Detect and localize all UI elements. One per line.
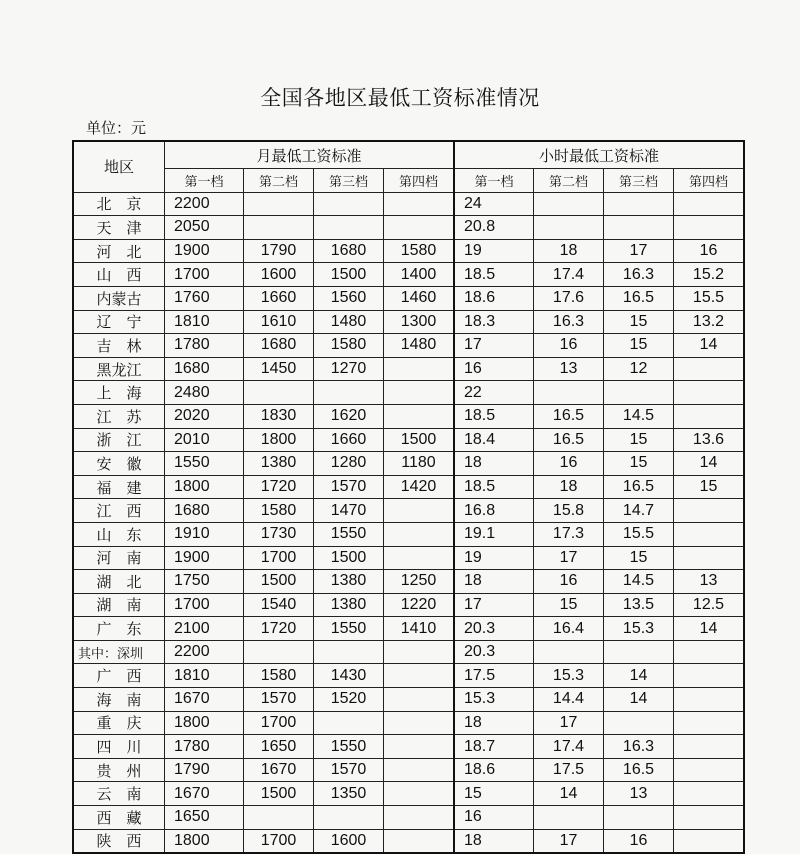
table-row	[73, 192, 744, 216]
monthly-tier-4-cell: 1580	[384, 239, 455, 263]
monthly-tier-4-cell	[384, 758, 455, 782]
hourly-tier-3-cell: 15	[604, 310, 674, 334]
monthly-tier-4-cell	[384, 522, 455, 546]
monthly-tier-3-cell: 1500	[314, 546, 384, 570]
hourly-tier-1-cell: 17.5	[454, 664, 534, 688]
monthly-tier-2-cell: 1540	[244, 593, 314, 617]
region-cell: 云 南	[73, 782, 165, 806]
hourly-tier-3-cell: 14	[604, 664, 674, 688]
unit-label: 单位：元	[86, 119, 147, 137]
monthly-tier-1-cell: 2010	[165, 428, 244, 452]
hourly-tier-2-cell: 17	[534, 546, 604, 570]
region-cell: 浙 江	[73, 428, 165, 452]
hourly-tier-2-cell: 15.3	[534, 664, 604, 688]
hourly-tier-2-cell: 16	[534, 334, 604, 358]
monthly-tier-4-cell	[384, 782, 455, 806]
region-cell: 贵 州	[73, 758, 165, 782]
hourly-tier-3-cell: 17	[604, 239, 674, 263]
hourly-tier-2-cell: 13	[534, 357, 604, 381]
monthly-tier-3-cell: 1580	[314, 334, 384, 358]
hourly-tier-1-cell: 18	[454, 711, 534, 735]
table-row	[73, 758, 744, 782]
monthly-tier-4-cell	[384, 192, 455, 216]
monthly-tier-1-cell: 2200	[165, 192, 244, 216]
region-cell: 其中：深圳	[73, 640, 165, 664]
hourly-tier-1-cell: 19	[454, 546, 534, 570]
hourly-tier-4-cell	[674, 640, 745, 664]
table-row	[73, 782, 744, 806]
table-row	[73, 334, 744, 358]
hourly-tier-4-cell: 16	[674, 239, 745, 263]
region-cell: 河 南	[73, 546, 165, 570]
hourly-tier-1-header: 第一档	[454, 169, 534, 193]
monthly-tier-1-cell: 1670	[165, 782, 244, 806]
monthly-tier-3-cell: 1570	[314, 475, 384, 499]
monthly-tier-2-cell: 1790	[244, 239, 314, 263]
table-row	[73, 428, 744, 452]
hourly-tier-1-cell: 18.6	[454, 286, 534, 310]
hourly-tier-4-cell: 13	[674, 570, 745, 594]
monthly-tier-3-cell: 1350	[314, 782, 384, 806]
monthly-tier-4-cell	[384, 546, 455, 570]
monthly-tier-3-cell: 1270	[314, 357, 384, 381]
hourly-tier-3-cell: 14	[604, 688, 674, 712]
monthly-tier-1-cell: 1800	[165, 475, 244, 499]
table-row	[73, 546, 744, 570]
monthly-tier-4-cell: 1180	[384, 452, 455, 476]
monthly-tier-2-cell: 1700	[244, 829, 314, 853]
hourly-tier-3-cell: 12	[604, 357, 674, 381]
monthly-tier-3-cell: 1430	[314, 664, 384, 688]
hourly-tier-3-cell	[604, 711, 674, 735]
hourly-tier-3-cell: 15	[604, 546, 674, 570]
monthly-tier-2-cell: 1500	[244, 782, 314, 806]
hourly-tier-2-cell: 15.8	[534, 499, 604, 523]
monthly-tier-2-cell: 1730	[244, 522, 314, 546]
monthly-tier-3-cell: 1660	[314, 428, 384, 452]
hourly-tier-3-cell: 14.5	[604, 404, 674, 428]
table-row	[73, 239, 744, 263]
monthly-tier-2-cell	[244, 806, 314, 830]
table-row	[73, 806, 744, 830]
hourly-tier-3-cell: 13.5	[604, 593, 674, 617]
table-row	[73, 475, 744, 499]
monthly-tier-3-header: 第三档	[314, 169, 384, 193]
hourly-tier-3-cell: 14.5	[604, 570, 674, 594]
hourly-tier-2-header: 第二档	[534, 169, 604, 193]
wage-table-body	[73, 192, 744, 853]
monthly-tier-1-cell: 1790	[165, 758, 244, 782]
hourly-tier-4-cell	[674, 782, 745, 806]
monthly-header: 月最低工资标准	[165, 141, 455, 169]
monthly-tier-1-cell: 1780	[165, 735, 244, 759]
hourly-tier-1-cell: 16.8	[454, 499, 534, 523]
monthly-tier-3-cell: 1520	[314, 688, 384, 712]
monthly-tier-2-cell: 1610	[244, 310, 314, 334]
table-row	[73, 452, 744, 476]
monthly-tier-4-cell	[384, 829, 455, 853]
monthly-tier-3-cell: 1550	[314, 617, 384, 641]
table-row	[73, 593, 744, 617]
hourly-tier-1-cell: 18.6	[454, 758, 534, 782]
hourly-tier-2-cell: 17.4	[534, 263, 604, 287]
monthly-tier-1-cell: 1760	[165, 286, 244, 310]
hourly-tier-3-cell: 16.5	[604, 758, 674, 782]
hourly-tier-1-cell: 18	[454, 570, 534, 594]
monthly-tier-4-cell: 1220	[384, 593, 455, 617]
hourly-tier-4-cell: 15	[674, 475, 745, 499]
hourly-tier-4-cell: 12.5	[674, 593, 745, 617]
monthly-tier-2-cell: 1580	[244, 499, 314, 523]
monthly-tier-4-cell: 1500	[384, 428, 455, 452]
wage-table	[72, 140, 745, 854]
monthly-tier-3-cell: 1600	[314, 829, 384, 853]
monthly-tier-4-cell	[384, 381, 455, 405]
monthly-tier-3-cell: 1380	[314, 570, 384, 594]
table-row	[73, 216, 744, 240]
monthly-tier-3-cell	[314, 640, 384, 664]
monthly-tier-2-cell: 1670	[244, 758, 314, 782]
monthly-tier-4-cell: 1410	[384, 617, 455, 641]
region-cell: 湖 南	[73, 593, 165, 617]
monthly-tier-4-cell	[384, 640, 455, 664]
monthly-tier-4-cell: 1460	[384, 286, 455, 310]
hourly-tier-4-cell	[674, 829, 745, 853]
table-row	[73, 522, 744, 546]
region-cell: 西 藏	[73, 806, 165, 830]
hourly-tier-3-cell: 15	[604, 428, 674, 452]
monthly-tier-4-cell: 1300	[384, 310, 455, 334]
hourly-tier-1-cell: 18.4	[454, 428, 534, 452]
hourly-tier-2-cell: 16.3	[534, 310, 604, 334]
monthly-tier-1-cell: 1780	[165, 334, 244, 358]
region-cell: 黑龙江	[73, 357, 165, 381]
monthly-tier-4-cell	[384, 404, 455, 428]
monthly-tier-1-cell: 1900	[165, 239, 244, 263]
hourly-tier-1-cell: 17	[454, 334, 534, 358]
hourly-tier-3-cell: 16.3	[604, 263, 674, 287]
hourly-tier-2-cell: 17.5	[534, 758, 604, 782]
monthly-tier-1-cell: 1670	[165, 688, 244, 712]
monthly-tier-1-cell: 2100	[165, 617, 244, 641]
region-cell: 重 庆	[73, 711, 165, 735]
monthly-tier-2-cell: 1680	[244, 334, 314, 358]
region-cell: 山 东	[73, 522, 165, 546]
region-cell: 北 京	[73, 192, 165, 216]
hourly-tier-2-cell: 16.4	[534, 617, 604, 641]
monthly-tier-3-cell: 1280	[314, 452, 384, 476]
region-cell: 河 北	[73, 239, 165, 263]
hourly-tier-3-cell: 16.5	[604, 286, 674, 310]
table-row	[73, 286, 744, 310]
monthly-tier-2-cell: 1800	[244, 428, 314, 452]
hourly-tier-3-cell: 15.3	[604, 617, 674, 641]
monthly-tier-3-cell: 1550	[314, 735, 384, 759]
monthly-tier-4-cell	[384, 688, 455, 712]
hourly-tier-4-cell	[674, 192, 745, 216]
monthly-tier-2-cell: 1600	[244, 263, 314, 287]
monthly-tier-1-cell: 1750	[165, 570, 244, 594]
monthly-tier-2-cell: 1700	[244, 711, 314, 735]
hourly-tier-1-cell: 18.5	[454, 475, 534, 499]
monthly-tier-3-cell: 1620	[314, 404, 384, 428]
monthly-tier-3-cell	[314, 216, 384, 240]
monthly-tier-3-cell: 1570	[314, 758, 384, 782]
hourly-tier-1-cell: 18.3	[454, 310, 534, 334]
hourly-tier-2-cell: 14.4	[534, 688, 604, 712]
hourly-tier-2-cell: 17.3	[534, 522, 604, 546]
monthly-tier-2-cell	[244, 192, 314, 216]
hourly-tier-2-cell: 16	[534, 452, 604, 476]
hourly-tier-4-cell	[674, 216, 745, 240]
region-cell: 广 西	[73, 664, 165, 688]
monthly-tier-2-cell: 1660	[244, 286, 314, 310]
hourly-tier-1-cell: 20.8	[454, 216, 534, 240]
hourly-tier-3-cell: 16.3	[604, 735, 674, 759]
hourly-tier-2-cell: 18	[534, 239, 604, 263]
hourly-tier-1-cell: 20.3	[454, 640, 534, 664]
monthly-tier-1-cell: 2200	[165, 640, 244, 664]
monthly-tier-2-cell: 1700	[244, 546, 314, 570]
hourly-tier-3-cell: 16	[604, 829, 674, 853]
hourly-tier-4-cell	[674, 357, 745, 381]
hourly-tier-3-cell: 14.7	[604, 499, 674, 523]
hourly-tier-4-cell: 14	[674, 334, 745, 358]
monthly-tier-1-cell: 1810	[165, 664, 244, 688]
hourly-tier-1-cell: 19	[454, 239, 534, 263]
hourly-tier-1-cell: 18.5	[454, 263, 534, 287]
monthly-tier-4-cell: 1400	[384, 263, 455, 287]
monthly-tier-2-cell	[244, 381, 314, 405]
page-title: 全国各地区最低工资标准情况	[260, 86, 540, 110]
hourly-tier-3-cell: 13	[604, 782, 674, 806]
table-row	[73, 499, 744, 523]
monthly-tier-4-cell	[384, 499, 455, 523]
monthly-tier-4-cell	[384, 735, 455, 759]
monthly-tier-4-cell	[384, 711, 455, 735]
monthly-tier-3-cell: 1560	[314, 286, 384, 310]
hourly-tier-1-cell: 20.3	[454, 617, 534, 641]
hourly-tier-4-cell	[674, 806, 745, 830]
region-header: 地区	[73, 141, 165, 192]
table-row	[73, 357, 744, 381]
hourly-tier-4-cell: 15.5	[674, 286, 745, 310]
hourly-tier-2-cell	[534, 216, 604, 240]
hourly-tier-4-cell: 15.2	[674, 263, 745, 287]
monthly-tier-2-cell	[244, 640, 314, 664]
table-row	[73, 310, 744, 334]
monthly-tier-1-cell: 1680	[165, 499, 244, 523]
monthly-tier-2-cell: 1720	[244, 475, 314, 499]
monthly-tier-1-cell: 2050	[165, 216, 244, 240]
monthly-tier-3-cell: 1500	[314, 263, 384, 287]
hourly-tier-4-cell: 14	[674, 617, 745, 641]
region-cell: 海 南	[73, 688, 165, 712]
monthly-tier-1-cell: 1550	[165, 452, 244, 476]
table-row	[73, 640, 744, 664]
hourly-tier-2-cell: 17	[534, 711, 604, 735]
hourly-tier-4-cell: 14	[674, 452, 745, 476]
monthly-tier-4-cell	[384, 357, 455, 381]
hourly-tier-2-cell: 17	[534, 829, 604, 853]
monthly-tier-3-cell: 1380	[314, 593, 384, 617]
hourly-tier-4-cell	[674, 711, 745, 735]
monthly-tier-1-cell: 1800	[165, 711, 244, 735]
hourly-tier-2-cell: 14	[534, 782, 604, 806]
hourly-tier-1-cell: 17	[454, 593, 534, 617]
hourly-tier-3-cell	[604, 806, 674, 830]
region-cell: 四 川	[73, 735, 165, 759]
region-cell: 上 海	[73, 381, 165, 405]
monthly-tier-2-cell: 1500	[244, 570, 314, 594]
region-cell: 天 津	[73, 216, 165, 240]
region-cell: 内蒙古	[73, 286, 165, 310]
monthly-tier-2-cell	[244, 216, 314, 240]
region-cell: 福 建	[73, 475, 165, 499]
monthly-tier-3-cell	[314, 806, 384, 830]
hourly-tier-1-cell: 18	[454, 452, 534, 476]
monthly-tier-1-cell: 2020	[165, 404, 244, 428]
hourly-tier-1-cell: 15	[454, 782, 534, 806]
hourly-tier-3-cell: 15.5	[604, 522, 674, 546]
hourly-tier-4-cell	[674, 664, 745, 688]
table-row	[73, 829, 744, 853]
hourly-tier-2-cell: 18	[534, 475, 604, 499]
hourly-tier-4-cell	[674, 499, 745, 523]
region-cell: 江 西	[73, 499, 165, 523]
hourly-tier-1-cell: 19.1	[454, 522, 534, 546]
hourly-tier-3-cell	[604, 381, 674, 405]
monthly-tier-3-cell	[314, 192, 384, 216]
hourly-tier-3-cell: 15	[604, 452, 674, 476]
table-row	[73, 617, 744, 641]
hourly-tier-2-cell: 16.5	[534, 404, 604, 428]
monthly-tier-2-cell: 1380	[244, 452, 314, 476]
monthly-tier-1-cell: 1910	[165, 522, 244, 546]
hourly-tier-3-cell	[604, 640, 674, 664]
hourly-tier-2-cell: 17.6	[534, 286, 604, 310]
hourly-tier-2-cell	[534, 192, 604, 216]
monthly-tier-2-header: 第二档	[244, 169, 314, 193]
region-cell: 广 东	[73, 617, 165, 641]
monthly-tier-4-cell: 1250	[384, 570, 455, 594]
monthly-tier-1-cell: 1700	[165, 593, 244, 617]
monthly-tier-1-cell: 1700	[165, 263, 244, 287]
monthly-tier-2-cell: 1720	[244, 617, 314, 641]
region-cell: 辽 宁	[73, 310, 165, 334]
monthly-tier-2-cell: 1650	[244, 735, 314, 759]
hourly-tier-3-cell: 16.5	[604, 475, 674, 499]
hourly-tier-3-cell	[604, 192, 674, 216]
monthly-tier-4-cell	[384, 806, 455, 830]
table-row	[73, 735, 744, 759]
region-cell: 山 西	[73, 263, 165, 287]
hourly-tier-1-cell: 16	[454, 806, 534, 830]
hourly-tier-4-cell	[674, 522, 745, 546]
hourly-tier-4-cell: 13.6	[674, 428, 745, 452]
hourly-tier-3-cell	[604, 216, 674, 240]
monthly-tier-3-cell: 1550	[314, 522, 384, 546]
monthly-tier-3-cell: 1680	[314, 239, 384, 263]
hourly-tier-2-cell	[534, 640, 604, 664]
monthly-tier-2-cell: 1450	[244, 357, 314, 381]
monthly-tier-1-cell: 2480	[165, 381, 244, 405]
hourly-tier-2-cell	[534, 381, 604, 405]
hourly-tier-3-header: 第三档	[604, 169, 674, 193]
monthly-tier-3-cell: 1470	[314, 499, 384, 523]
hourly-tier-3-cell: 15	[604, 334, 674, 358]
table-row	[73, 688, 744, 712]
monthly-tier-2-cell: 1580	[244, 664, 314, 688]
monthly-tier-1-cell: 1810	[165, 310, 244, 334]
monthly-tier-3-cell: 1480	[314, 310, 384, 334]
monthly-tier-4-cell	[384, 664, 455, 688]
hourly-tier-1-cell: 15.3	[454, 688, 534, 712]
hourly-tier-4-cell	[674, 546, 745, 570]
region-cell: 江 苏	[73, 404, 165, 428]
monthly-tier-1-cell: 1650	[165, 806, 244, 830]
monthly-tier-1-cell: 1900	[165, 546, 244, 570]
hourly-tier-4-cell	[674, 381, 745, 405]
table-row	[73, 404, 744, 428]
hourly-tier-4-header: 第四档	[674, 169, 745, 193]
hourly-tier-2-cell: 15	[534, 593, 604, 617]
monthly-tier-1-header: 第一档	[165, 169, 244, 193]
monthly-tier-3-cell	[314, 381, 384, 405]
table-row	[73, 570, 744, 594]
region-cell: 湖 北	[73, 570, 165, 594]
hourly-tier-2-cell: 17.4	[534, 735, 604, 759]
table-row	[73, 263, 744, 287]
monthly-tier-4-header: 第四档	[384, 169, 455, 193]
hourly-tier-4-cell	[674, 758, 745, 782]
table-row	[73, 664, 744, 688]
hourly-tier-4-cell	[674, 688, 745, 712]
hourly-tier-2-cell	[534, 806, 604, 830]
hourly-tier-1-cell: 22	[454, 381, 534, 405]
monthly-tier-4-cell	[384, 216, 455, 240]
region-cell: 安 徽	[73, 452, 165, 476]
hourly-tier-4-cell	[674, 404, 745, 428]
monthly-tier-3-cell	[314, 711, 384, 735]
hourly-tier-2-cell: 16.5	[534, 428, 604, 452]
monthly-tier-2-cell: 1830	[244, 404, 314, 428]
hourly-tier-4-cell	[674, 735, 745, 759]
hourly-tier-1-cell: 18.7	[454, 735, 534, 759]
monthly-tier-2-cell: 1570	[244, 688, 314, 712]
hourly-tier-1-cell: 18.5	[454, 404, 534, 428]
monthly-tier-4-cell: 1420	[384, 475, 455, 499]
monthly-tier-1-cell: 1800	[165, 829, 244, 853]
region-cell: 陕 西	[73, 829, 165, 853]
table-row	[73, 381, 744, 405]
hourly-tier-1-cell: 24	[454, 192, 534, 216]
monthly-tier-4-cell: 1480	[384, 334, 455, 358]
hourly-tier-2-cell: 16	[534, 570, 604, 594]
hourly-tier-1-cell: 16	[454, 357, 534, 381]
hourly-tier-1-cell: 18	[454, 829, 534, 853]
table-row	[73, 711, 744, 735]
region-cell: 吉 林	[73, 334, 165, 358]
monthly-tier-1-cell: 1680	[165, 357, 244, 381]
hourly-tier-4-cell: 13.2	[674, 310, 745, 334]
hourly-header: 小时最低工资标准	[454, 141, 744, 169]
